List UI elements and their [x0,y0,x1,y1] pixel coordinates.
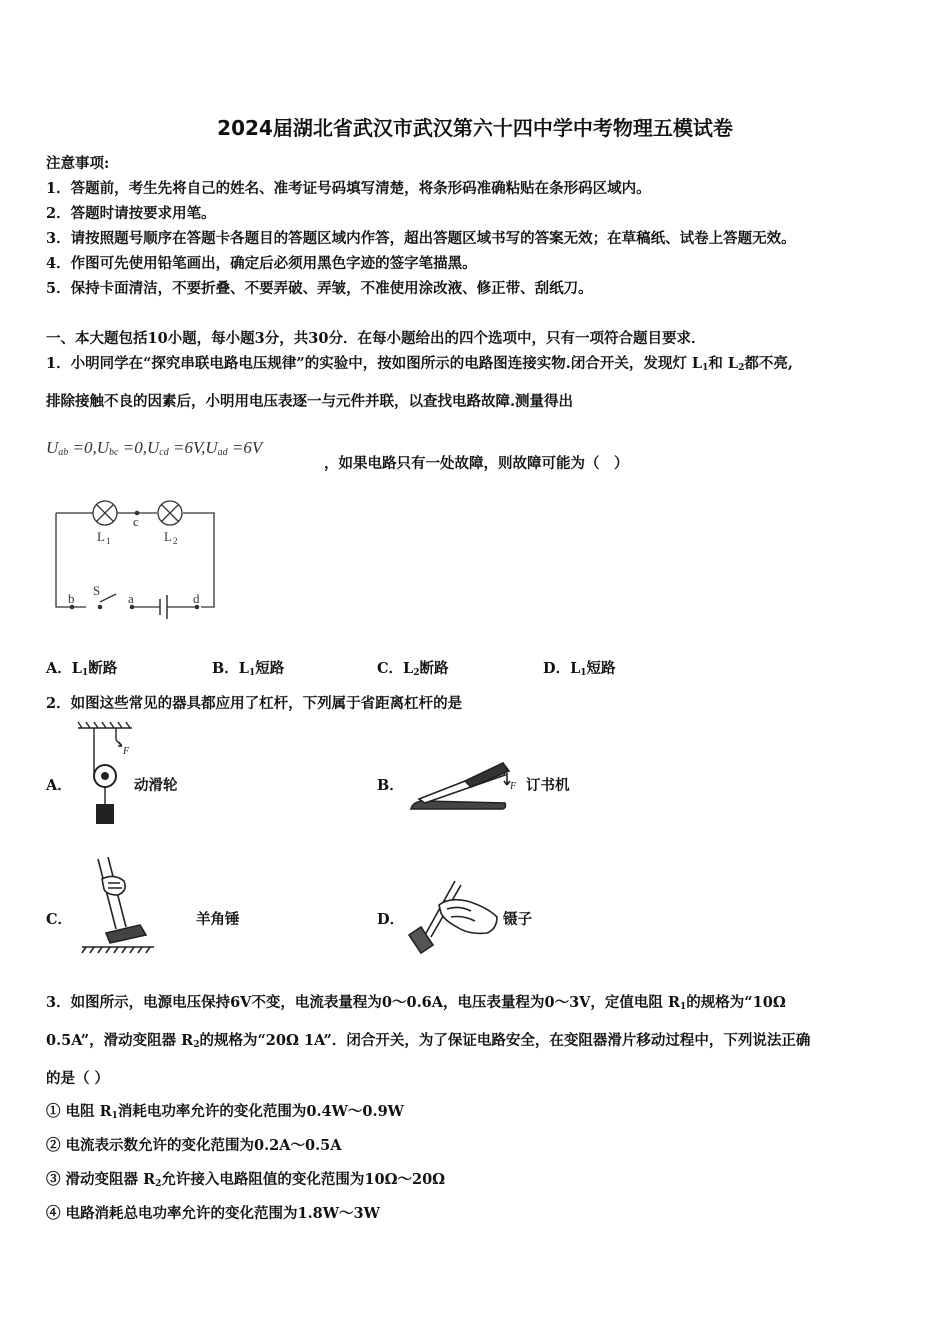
q3-statement-3 [46,1168,445,1189]
statement-sub: 2 [155,1179,162,1189]
label-d: d [193,591,200,606]
q2-stem: 2．如图这些常见的器具都应用了杠杆，下列属于省距离杠杆的是 [46,695,463,712]
formula-u: U [205,438,218,457]
option-text: 断路 [88,660,118,677]
label-c: c [133,514,139,529]
q3-statement-4: ④ 电路消耗总电功率允许的变化范围为1.8W～3W [46,1205,380,1222]
option-letter: B． [212,660,239,677]
statement-sub: 1 [111,1111,118,1121]
option-text: 断路 [419,660,449,677]
q1-line2: 排除接触不良的因素后，小明用电压表逐一与元件并联，以查找电路故障.测量得出 [46,393,574,410]
q3-text: 的规格为“20Ω 1A”．闭合开关，为了保证电路安全，在变阻器滑片移动过程中，下列说法正确 [199,1032,811,1049]
option-text: L [71,660,82,677]
label-a: a [128,591,134,606]
formula-sub-cd: cd [159,447,169,458]
statement-text: 消耗电功率允许的变化范围为0.4W～0.9W [117,1103,404,1120]
q1-question: ，如果电路只有一处故障，则故障可能为（ ） [324,455,629,472]
option-sub: 2 [413,668,420,678]
section-heading: 一、本大题包括10小题，每小题3分，共30分．在每小题给出的四个选项中，只有一项符合题目要求． [46,330,706,347]
formula-u: U [146,438,160,457]
option-text: L [403,660,414,677]
notice-item-5: 5．保持卡面清洁，不要折叠、不要弄破、弄皱，不准使用涂改液、修正带、刮纸刀。 [46,280,593,297]
q3-line3: 的是（ ） [46,1070,110,1087]
q3-text: 的规格为“10Ω [686,994,786,1011]
page-title: 2024届湖北省武汉市武汉第六十四中学中考物理五模试卷 [217,116,733,140]
q2-option-a-letter[interactable]: A． [46,777,72,794]
option-text: L [238,660,249,677]
notice-item-2: 2．答题时请按要求用笔。 [46,205,216,222]
formula-eq: =6V, [168,438,206,457]
option-sub: 1 [81,668,89,678]
formula-eq: =0, [118,438,147,457]
q2-option-c-letter[interactable]: C． [46,911,73,928]
q1-text: 1．小明同学在“探究串联电路电压规律”的实验中，按如图所示的电路图连接实物.闭合开关，发现灯 L [46,355,703,372]
option-text: L [570,660,581,677]
formula-eq: =0, [68,438,97,457]
label-l2: L [164,529,172,544]
q1-line1 [46,352,793,373]
switch-contact [98,605,103,610]
q3-line2 [46,1029,810,1050]
q2-option-b-letter[interactable]: B． [377,777,404,794]
q1-text: 都不亮, [744,355,793,372]
q3-text: 0.5A”，滑动变阻器 R [46,1032,194,1049]
notice-item-3: 3．请按照题号顺序在答题卡各题目的答题区域内作答，超出答题区域书写的答案无效；在草稿纸、试卷上答题无效。 [46,230,796,247]
q1-sub: 1 [702,363,709,373]
q1-option-d[interactable] [543,657,616,678]
formula-sub-bc: bc [109,447,119,458]
q1-option-a[interactable] [46,657,117,678]
notice-item-4: 4．作图可先使用铅笔画出，确定后必须用黑色字迹的签字笔描黑。 [46,255,477,272]
label-l2-sub: 2 [173,536,178,546]
q3-text: 3．如图所示，电源电压保持6V不变，电流表量程为0～0.6A，电压表量程为0～3V，定值电阻 R [46,994,681,1011]
label-l1-sub: 1 [106,536,111,546]
q1-option-b[interactable] [212,657,284,678]
formula-eq: =6V [227,438,263,457]
q3-sub: 2 [193,1040,200,1050]
statement-text: 允许接入电路阻值的变化范围为10Ω～20Ω [161,1171,446,1188]
notice-item-1: 1．答题前，考生先将自己的姓名、准考证号码填写清楚，将条形码准确粘贴在条形码区域内。 [46,180,651,197]
formula-u: U [46,438,59,457]
claw-hammer-icon [80,855,156,959]
option-text: 短路 [586,660,616,677]
q3-sub: 1 [680,1002,687,1012]
formula-sub-ad: ad [217,447,228,458]
option-letter: C． [377,660,404,677]
formula-u: U [96,438,110,457]
option-letter: D． [543,660,571,677]
statement-text: ① 电阻 R [46,1103,112,1120]
force-label: F [510,781,517,792]
q1-sub: 2 [738,363,745,373]
movable-pulley-icon [76,720,134,830]
force-label: F [123,746,130,757]
q1-formula [46,438,262,458]
label-s: S [93,583,101,598]
q3-line1 [46,991,786,1012]
force-arrow [116,740,122,746]
label-b: b [68,591,75,606]
stapler-icon [405,755,525,817]
q2-option-b-name: 订书机 [526,777,570,794]
tweezers-icon [405,875,503,955]
q3-statement-1 [46,1100,404,1121]
option-sub: 1 [248,668,256,678]
option-text: 短路 [255,660,285,677]
q1-text: 和 L [708,355,739,372]
q2-option-a-name: 动滑轮 [134,777,178,794]
weight-block [96,804,114,824]
q1-option-c[interactable] [377,657,449,678]
label-l1: L [97,529,105,544]
q2-option-c-name: 羊角锤 [196,911,240,928]
q3-statement-2: ② 电流表示数允许的变化范围为0.2A～0.5A [46,1137,342,1154]
statement-text: ③ 滑动变阻器 R [46,1171,156,1188]
q2-option-d-letter[interactable]: D． [377,911,405,928]
battery-icon [160,595,167,619]
q2-option-d-name: 镊子 [503,911,532,928]
q1-circuit-diagram [50,495,225,620]
notice-heading: 注意事项: [46,155,110,172]
option-sub: 1 [580,668,587,678]
option-letter: A． [46,660,72,677]
formula-sub-ab: ab [58,447,69,458]
